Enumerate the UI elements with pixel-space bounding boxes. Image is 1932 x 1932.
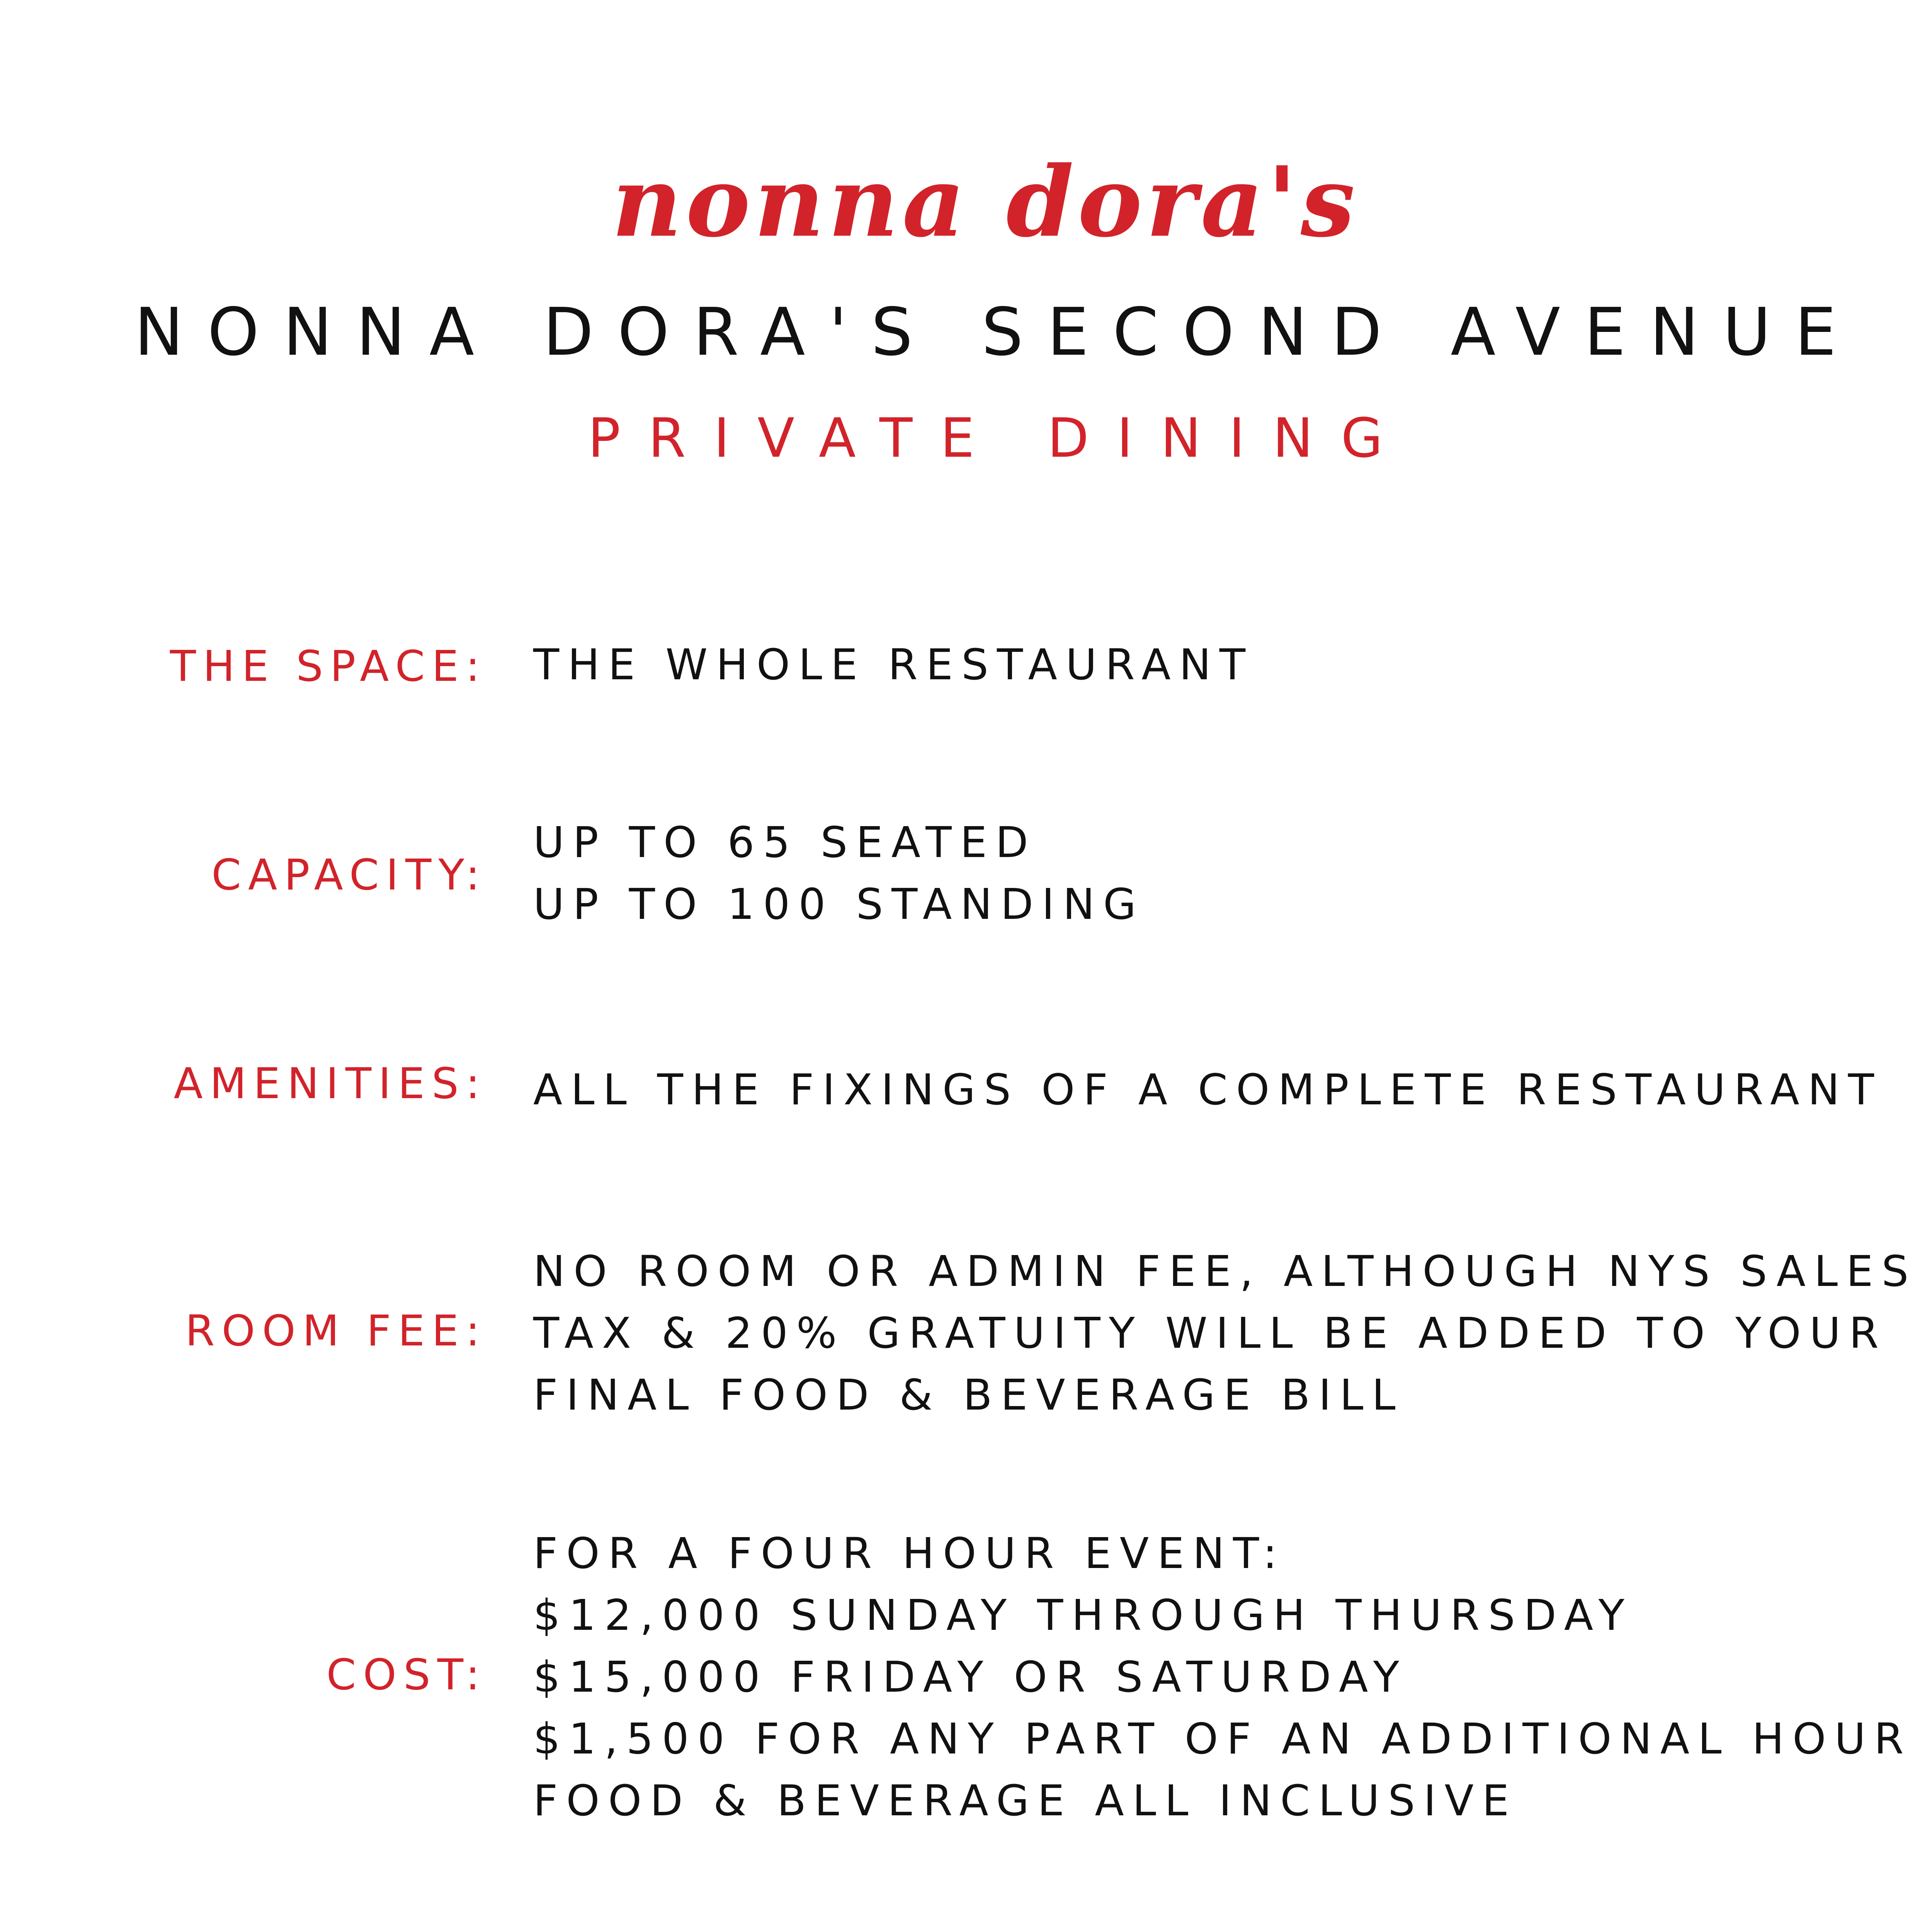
detail-values	[533, 1522, 1912, 1832]
detail-line: ALL THE FIXINGS OF A COMPLETE RESTAURANT	[533, 1065, 1883, 1114]
detail-label: ROOM FEE:	[185, 1306, 487, 1355]
detail-values	[533, 634, 1905, 696]
detail-line: $1,500 FOR ANY PART OF AN ADDITIONAL HOUR	[533, 1714, 1912, 1764]
detail-line: NO ROOM OR ADMIN FEE, ALTHOUGH NYS SALES	[533, 1247, 1917, 1296]
detail-line: TAX & 20% GRATUITY WILL BE ADDED TO YOUR	[533, 1308, 1887, 1358]
detail-label: THE SPACE:	[170, 641, 487, 691]
detail-label: COST:	[326, 1650, 487, 1699]
detail-values	[533, 1240, 1917, 1426]
detail-label: CAPACITY:	[211, 850, 487, 900]
detail-values	[533, 811, 1905, 935]
page-title: PRIVATE DINING	[588, 407, 1411, 470]
restaurant-name: NONNA DORA'S SECOND AVENUE	[134, 294, 1861, 371]
detail-label: AMENITIES:	[173, 1059, 487, 1108]
detail-line: FOR A FOUR HOUR EVENT:	[533, 1529, 1286, 1578]
detail-line: $15,000 FRIDAY OR SATURDAY	[533, 1652, 1408, 1702]
logo-text: nonna dora's	[612, 145, 1359, 259]
detail-line: FINAL FOOD & BEVERAGE BILL	[533, 1370, 1404, 1420]
detail-line: FOOD & BEVERAGE ALL INCLUSIVE	[533, 1776, 1518, 1825]
logo	[0, 143, 1932, 270]
detail-line: THE WHOLE RESTAURANT	[533, 640, 1254, 689]
logo-wordmark	[406, 143, 1565, 270]
detail-line: $12,000 SUNDAY THROUGH THURSDAY	[533, 1590, 1633, 1640]
detail-line: UP TO 100 STANDING	[533, 879, 1145, 929]
detail-values	[533, 1059, 1905, 1121]
detail-line: UP TO 65 SEATED	[533, 818, 1037, 867]
